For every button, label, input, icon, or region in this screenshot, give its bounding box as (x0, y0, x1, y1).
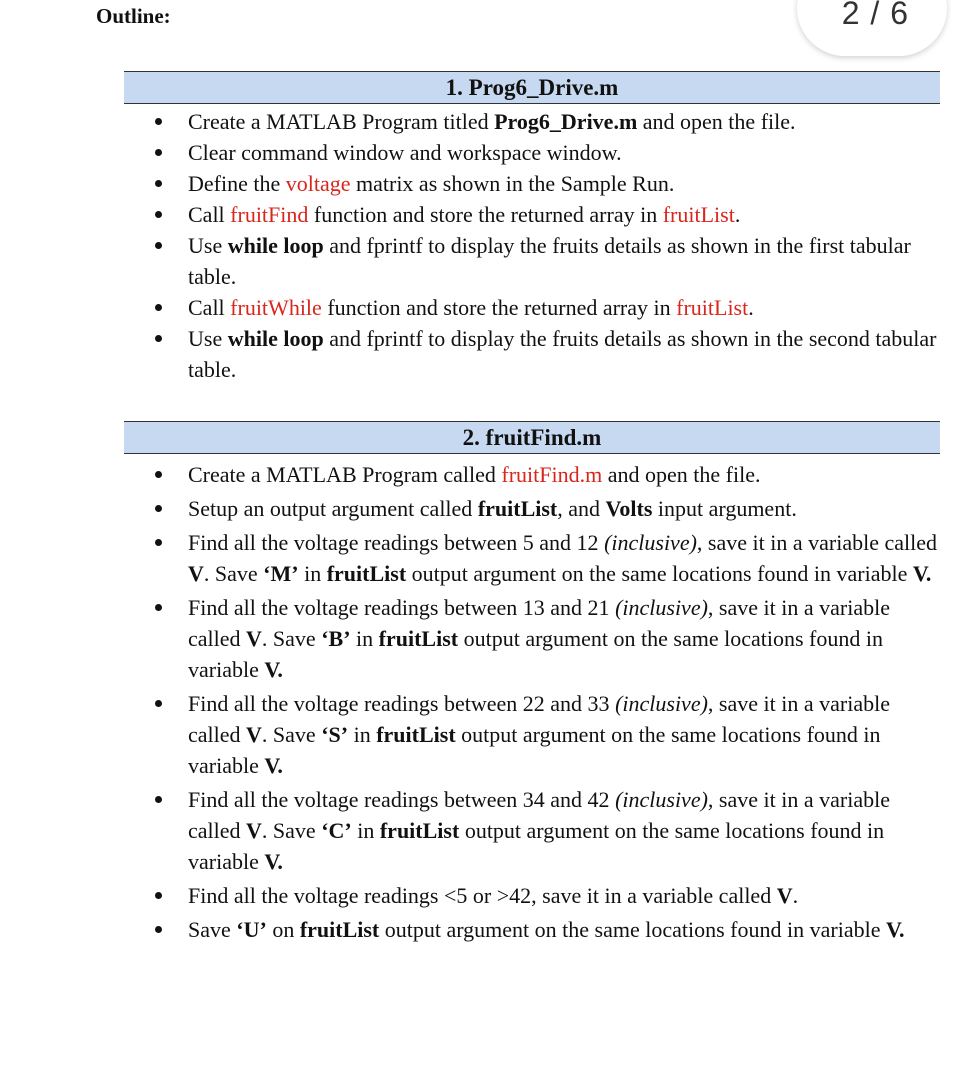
item-text: Create a MATLAB Program called (188, 462, 502, 487)
item-text: ‘U’ (236, 917, 267, 942)
item-text: ‘S’ (321, 722, 349, 747)
item-text: , save it in a variable called (188, 595, 890, 651)
item-text: Find all the voltage readings <5 or >42, save it in a variable called (188, 883, 777, 908)
item-text: Prog6_Drive.m (494, 109, 638, 134)
item-text: fruitList (379, 818, 460, 843)
list-item (148, 592, 943, 685)
outline-heading: Outline: (96, 4, 171, 28)
item-text: Find all the voltage readings between 22 and 33 (188, 691, 616, 716)
item-text: . (748, 295, 754, 320)
item-text: and fprintf to display the fruits details as shown in the first tabular table. (188, 233, 911, 289)
item-text: in (348, 722, 377, 747)
item-text: while loop (227, 326, 324, 351)
item-text: V (246, 818, 262, 843)
item-text: (inclusive) (615, 787, 708, 812)
list-item (148, 688, 943, 781)
item-text: function and store the returned array in (321, 295, 677, 320)
item-text: fruitFind.m (501, 462, 603, 487)
list-item (148, 168, 943, 199)
item-text: . (734, 202, 741, 227)
section-list-prog6-drive (148, 106, 943, 385)
item-text: fruitList (662, 202, 735, 227)
item-text: Use (188, 326, 228, 351)
item-text: V. (885, 917, 905, 942)
list-item (148, 323, 943, 385)
item-text: ‘M’ (263, 561, 299, 586)
list-item (148, 784, 943, 877)
item-text: V. (264, 657, 283, 682)
list-item (148, 106, 943, 137)
item-text: V. (264, 753, 283, 778)
list-item (148, 914, 943, 945)
list-item (148, 137, 943, 168)
item-text: Clear command window and workspace window. (188, 140, 622, 165)
item-text: function and store the returned array in (308, 202, 663, 227)
item-text: in (351, 818, 380, 843)
item-text: Find all the voltage readings between 34 and 42 (188, 787, 616, 812)
item-text: matrix as shown in the Sample Run. (350, 171, 675, 196)
item-text: Setup an output argument called (188, 496, 478, 521)
item-text: fruitList (376, 722, 456, 747)
item-text: in (350, 626, 379, 651)
item-text: . Save (261, 722, 322, 747)
item-text: Create a MATLAB Program titled (188, 109, 495, 134)
item-text: in (298, 561, 327, 586)
list-item (148, 880, 943, 911)
item-text: (inclusive) (615, 595, 708, 620)
item-text: (inclusive) (615, 691, 708, 716)
item-text: Use (188, 233, 228, 258)
item-text: Call (188, 295, 231, 320)
item-text: . Save (261, 626, 322, 651)
item-text: , save it in a variable called (188, 787, 890, 843)
item-text: Find all the voltage readings between 5 and 12 (188, 530, 605, 555)
page-indicator-text: 2 / 6 (841, 0, 909, 31)
section-header-fruitfind: 2. fruitFind.m (124, 421, 940, 454)
page-indicator (797, 0, 947, 56)
item-text: fruitWhile (230, 295, 322, 320)
section-list-fruitfind (148, 459, 943, 945)
item-text: , save it in a variable called (188, 691, 890, 747)
item-text: fruitList (378, 626, 459, 651)
item-text: V (246, 722, 262, 747)
list-item (148, 493, 943, 524)
item-text: V. (264, 849, 283, 874)
item-text: . Save (203, 561, 264, 586)
item-text: V (776, 883, 793, 908)
list-item (148, 292, 943, 323)
item-text: fruitFind (230, 202, 309, 227)
list-item (148, 230, 943, 292)
item-text: V (246, 626, 262, 651)
item-text: . (792, 883, 799, 908)
item-text: on (266, 917, 300, 942)
item-text: (inclusive) (604, 530, 697, 555)
item-text: and open the file. (637, 109, 796, 134)
list-item (148, 199, 943, 230)
item-text: , and (557, 496, 606, 521)
item-text: V (188, 561, 204, 586)
item-text: V. (912, 561, 932, 586)
item-text: Define the (188, 171, 286, 196)
item-text: Call (188, 202, 231, 227)
section-header-prog6-drive: 1. Prog6_Drive.m (124, 71, 940, 104)
item-text: output argument on the same locations found in variable (188, 818, 885, 874)
item-text: voltage (285, 171, 351, 196)
item-text: ‘B’ (321, 626, 351, 651)
item-text: output argument on the same locations found in variable (406, 561, 913, 586)
item-text: fruitList (477, 496, 558, 521)
item-text: ‘C’ (321, 818, 352, 843)
list-item (148, 527, 943, 589)
item-text: Save (188, 917, 237, 942)
item-text: Find all the voltage readings between 13 and 21 (188, 595, 616, 620)
item-text: fruitList (299, 917, 380, 942)
item-text: input argument. (652, 496, 797, 521)
item-text: output argument on the same locations found in variable (188, 626, 883, 682)
item-text: Volts (605, 496, 653, 521)
item-text: output argument on the same locations found in variable (379, 917, 886, 942)
item-text: . Save (261, 818, 322, 843)
item-text: output argument on the same locations found in variable (188, 722, 881, 778)
item-text: and open the file. (602, 462, 761, 487)
item-text: fruitList (676, 295, 749, 320)
item-text: and fprintf to display the fruits details as shown in the second tabular table. (188, 326, 937, 382)
item-text: while loop (227, 233, 324, 258)
list-item (148, 459, 943, 490)
item-text: , save it in a variable called (696, 530, 937, 555)
item-text: fruitList (326, 561, 407, 586)
